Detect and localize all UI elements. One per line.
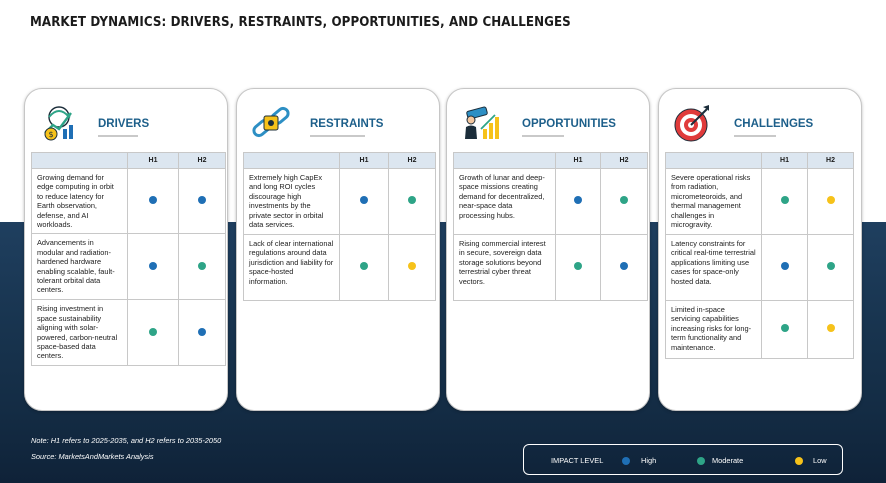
opportunities-card [446, 88, 650, 411]
row-text: Rising investment in space sustainability aligning with solar-powered, carbon-neutral space-based data centers. [32, 300, 128, 366]
header-empty [32, 153, 128, 169]
legend-low-dot [795, 457, 803, 465]
h2-cell [808, 169, 854, 235]
h1-cell [340, 235, 389, 301]
h2-cell [389, 235, 436, 301]
header-h2: H2 [601, 153, 648, 169]
restraints-header [237, 89, 439, 151]
legend-title: IMPACT LEVEL [551, 456, 604, 465]
restraints-card [236, 88, 440, 411]
restraints-table [243, 152, 436, 301]
h1-cell [128, 234, 179, 300]
h2-cell [179, 169, 226, 234]
table-row [666, 169, 854, 235]
impact-dot [408, 196, 416, 204]
table-header-row [666, 153, 854, 169]
header-h2: H2 [389, 153, 436, 169]
impact-dot [149, 262, 157, 270]
challenges-header [659, 89, 861, 151]
drivers-title: DRIVERS [98, 118, 150, 130]
impact-dot [408, 262, 416, 270]
impact-dot [781, 262, 789, 270]
header-h1: H1 [762, 153, 808, 169]
legend-high-label: High [641, 456, 657, 465]
drivers-header [25, 89, 227, 151]
h1-cell [128, 169, 179, 234]
header-h2: H2 [179, 153, 226, 169]
row-text: Severe operational risks from radiation, micrometeoroids, and thermal management challenges in microgravity. [666, 169, 762, 235]
table-row [666, 235, 854, 301]
legend-high-dot [622, 457, 630, 465]
table-row [32, 234, 226, 300]
impact-dot [360, 196, 368, 204]
h1-cell [762, 169, 808, 235]
challenges-title: CHALLENGES [734, 118, 814, 130]
impact-legend [523, 444, 843, 475]
header-h1: H1 [128, 153, 179, 169]
row-text: Growth of lunar and deep-space missions creating demand for decentralized, near-space data processing hubs. [454, 169, 556, 235]
h1-cell [340, 169, 389, 235]
impact-dot [149, 328, 157, 336]
impact-dot [620, 262, 628, 270]
table-row [454, 169, 648, 235]
h2-cell [601, 235, 648, 301]
h2-cell [808, 301, 854, 359]
impact-dot [149, 196, 157, 204]
table-header-row [32, 153, 226, 169]
table-row [244, 169, 436, 235]
header-empty [244, 153, 340, 169]
impact-dot [781, 196, 789, 204]
h2-cell [179, 300, 226, 366]
impact-dot [620, 196, 628, 204]
period-note: Note: H1 refers to 2025-2035, and H2 refers to 2035-2050 [31, 436, 222, 445]
header-empty [454, 153, 556, 169]
row-text: Growing demand for edge computing in orbit to reduce latency for Earth observation, defense, and AI workloads. [32, 169, 128, 234]
growth-chart-dollar-icon [39, 103, 79, 143]
restraints-title: RESTRAINTS [310, 118, 384, 130]
opportunities-header [447, 89, 649, 151]
h1-cell [556, 169, 601, 235]
header-h1: H1 [340, 153, 389, 169]
table-row [244, 235, 436, 301]
impact-dot [198, 262, 206, 270]
impact-dot [574, 262, 582, 270]
opportunities-table [453, 152, 648, 301]
header-h1: H1 [556, 153, 601, 169]
impact-dot [198, 328, 206, 336]
drivers-table [31, 152, 226, 366]
row-text: Rising commercial interest in secure, sovereign data storage solutions beyond terrestrial cyber threat vectors. [454, 235, 556, 301]
legend-low-label: Low [813, 456, 827, 465]
h2-cell [179, 234, 226, 300]
impact-dot [781, 324, 789, 332]
impact-dot [574, 196, 582, 204]
businessman-telescope-icon [461, 103, 501, 143]
header-empty [666, 153, 762, 169]
drivers-title-underline [98, 135, 138, 137]
impact-dot [827, 196, 835, 204]
row-text: Extremely high CapEx and long ROI cycles discourage high investments by the private sector in orbital data services. [244, 169, 340, 235]
drivers-card [24, 88, 228, 411]
restraints-title-underline [310, 135, 365, 137]
h2-cell [601, 169, 648, 235]
table-row [666, 301, 854, 359]
row-text: Limited in-space servicing capabilities increasing risks for long-term functionality and maintenance. [666, 301, 762, 359]
table-header-row [244, 153, 436, 169]
impact-dot [360, 262, 368, 270]
legend-moderate-dot [697, 457, 705, 465]
h1-cell [128, 300, 179, 366]
source-note: Source: MarketsAndMarkets Analysis [31, 452, 154, 461]
row-text: Advancements in modular and radiation-hardened hardware enabling scalable, fault-tolerant orbital data centers. [32, 234, 128, 300]
opportunities-title: OPPORTUNITIES [522, 118, 616, 130]
target-arrow-icon [673, 103, 713, 143]
h2-cell [389, 169, 436, 235]
challenges-title-underline [734, 135, 776, 137]
table-row [32, 300, 226, 366]
svg-text:$: $ [48, 130, 54, 139]
impact-dot [198, 196, 206, 204]
h1-cell [556, 235, 601, 301]
chain-link-icon [251, 103, 291, 143]
impact-dot [827, 262, 835, 270]
h1-cell [762, 301, 808, 359]
impact-dot [827, 324, 835, 332]
table-row [32, 169, 226, 234]
row-text: Lack of clear international regulations around data jurisdiction and liability for space-hosted information. [244, 235, 340, 301]
page-title: MARKET DYNAMICS: DRIVERS, RESTRAINTS, OPPORTUNITIES, AND CHALLENGES [30, 14, 571, 30]
challenges-table [665, 152, 854, 359]
table-row [454, 235, 648, 301]
header-h2: H2 [808, 153, 854, 169]
h1-cell [762, 235, 808, 301]
table-header-row [454, 153, 648, 169]
challenges-card [658, 88, 862, 411]
legend-moderate-label: Moderate [712, 456, 744, 465]
h2-cell [808, 235, 854, 301]
row-text: Latency constraints for critical real-time terrestrial applications limiting use cases for space-only hosted data. [666, 235, 762, 301]
opportunities-title-underline [522, 135, 564, 137]
